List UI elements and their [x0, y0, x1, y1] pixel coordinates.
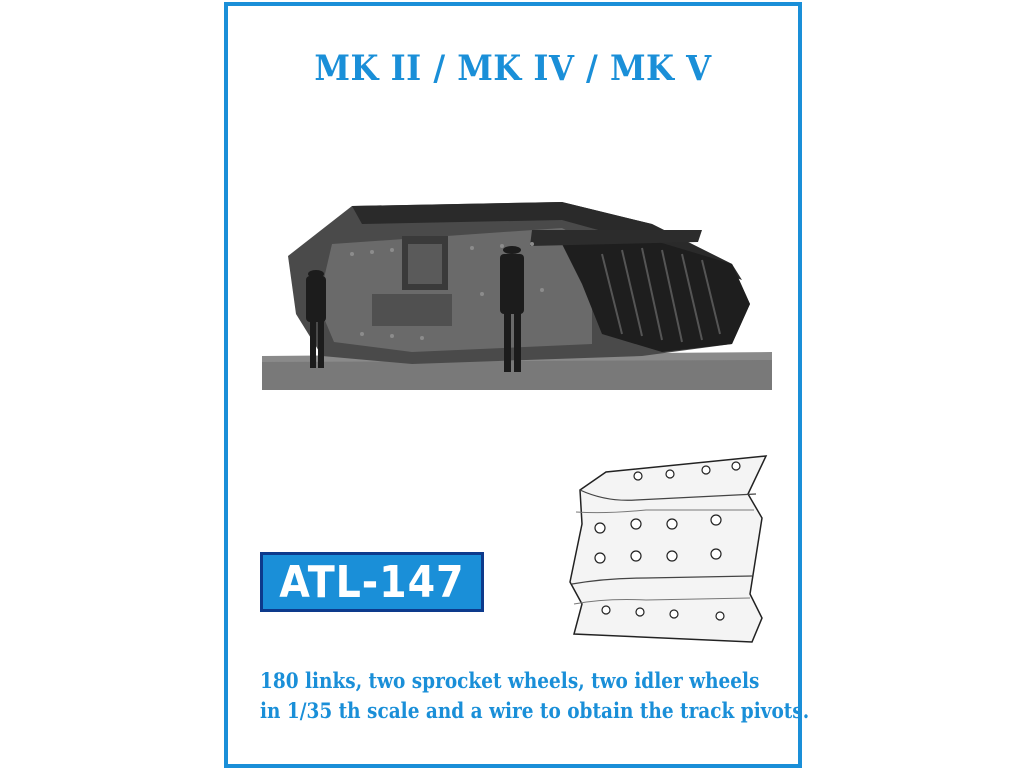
description-line-1: 180 links, two sprocket wheels, two idler wheels [260, 668, 760, 693]
product-description [260, 666, 810, 726]
product-card [224, 2, 810, 768]
description-line-2: in 1/35 th scale and a wire to obtain the track pivots. [260, 698, 810, 723]
product-code: ATL-147 [279, 556, 465, 608]
track-link-drawing [566, 454, 772, 644]
product-code-badge [260, 552, 484, 612]
page-title: MK II / MK IV / MK V [314, 48, 712, 89]
tank-photo [262, 184, 772, 390]
